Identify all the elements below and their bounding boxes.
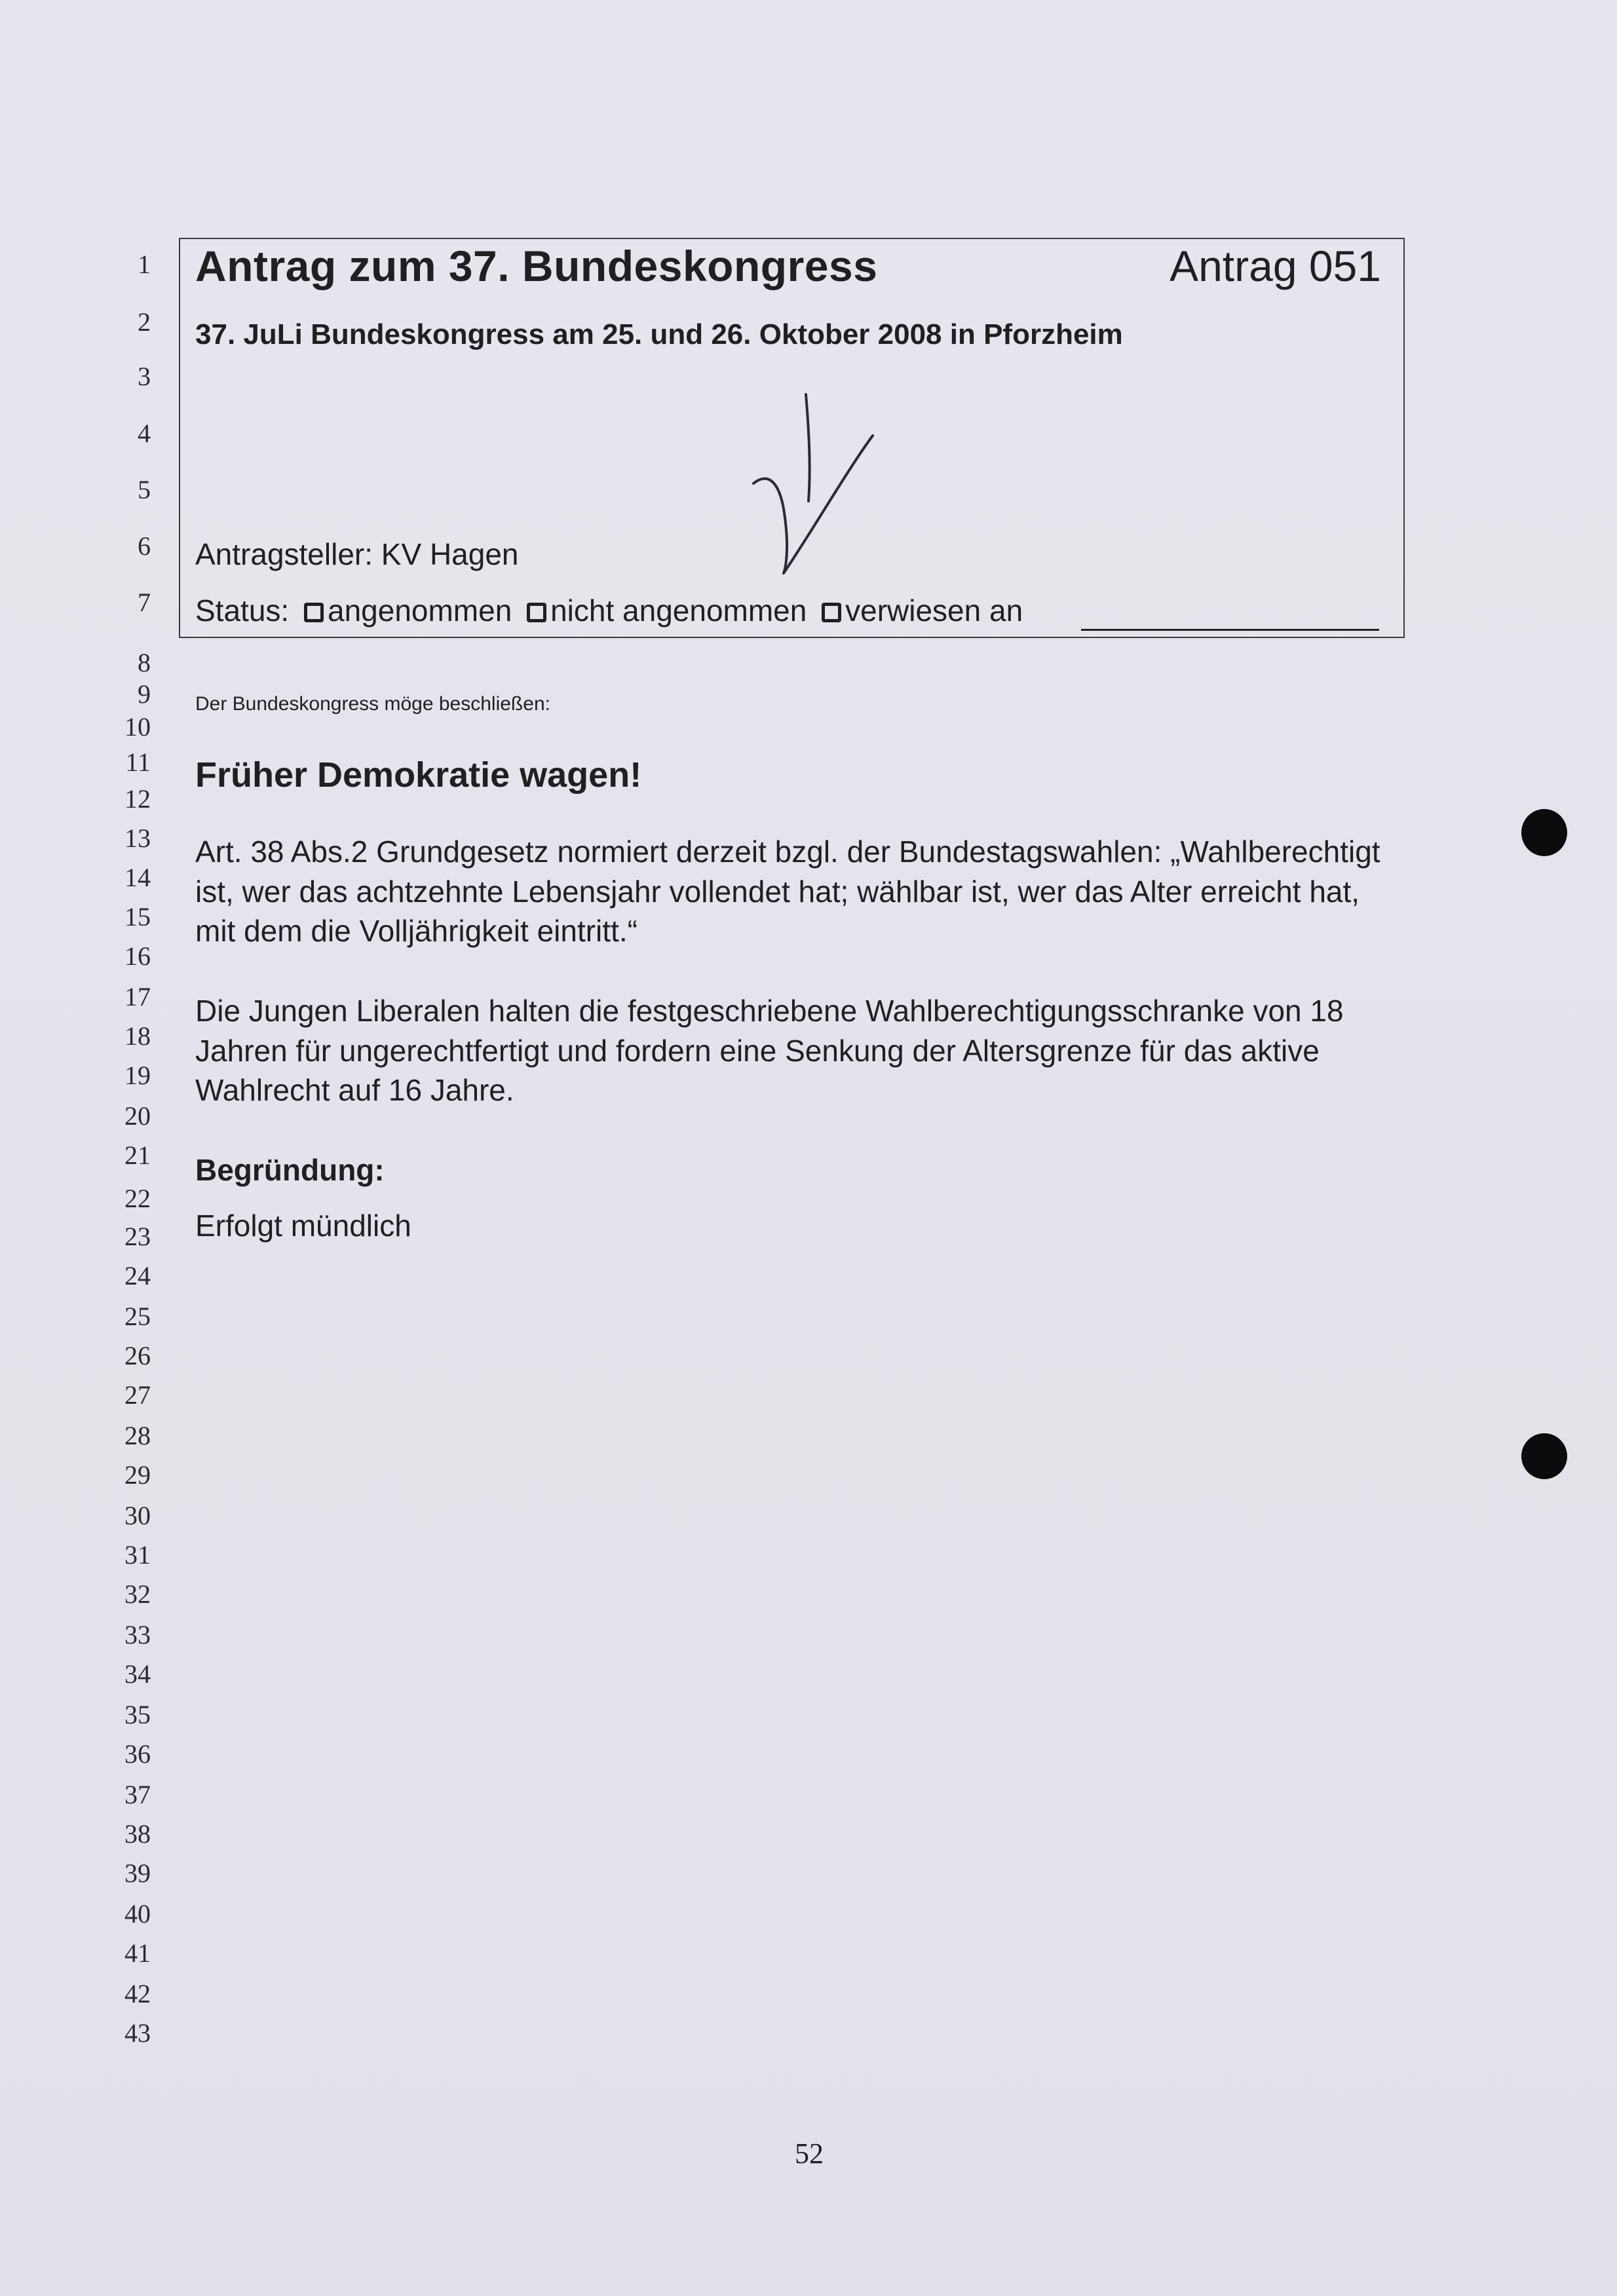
status-option-accepted: angenommen [327, 593, 512, 628]
line-number: 25 [124, 1302, 151, 1331]
page-number: 52 [795, 2137, 824, 2170]
line-number: 24 [124, 1261, 151, 1290]
motion-title: Früher Demokratie wagen! [195, 755, 642, 795]
line-number: 30 [124, 1501, 151, 1530]
checkbox-empty-icon[interactable] [304, 603, 324, 622]
line-number: 21 [124, 1140, 151, 1170]
line-number: 28 [124, 1421, 151, 1450]
line-number: 1 [138, 250, 151, 279]
status-label: Status: [195, 593, 290, 628]
reason-text: Erfolgt mündlich [195, 1209, 411, 1243]
line-number: 13 [124, 823, 151, 853]
status-row [195, 592, 1023, 629]
line-number: 22 [124, 1184, 151, 1213]
paragraph-demand: Die Jungen Liberalen halten die festgeschriebene Wahlberechtigungsschranke von 18 Jahren für ungerechtfertigt und fordern eine Senkung der Altersgrenze für das aktive Wahlrecht auf 16 Jahre. [195, 994, 1344, 1107]
line-number: 20 [124, 1101, 151, 1131]
line-number: 33 [124, 1620, 151, 1649]
line-number: 27 [124, 1380, 151, 1410]
line-number: 36 [124, 1739, 151, 1769]
line-number: 11 [125, 747, 151, 777]
reason-label: Begründung: [195, 1153, 385, 1187]
line-number: 43 [124, 2018, 151, 2048]
line-number: 31 [124, 1540, 151, 1570]
line-number: 17 [124, 982, 151, 1011]
line-number: 41 [124, 1938, 151, 1968]
line-number: 6 [138, 531, 151, 561]
line-number: 9 [138, 679, 151, 709]
line-number: 19 [124, 1061, 151, 1090]
line-number: 15 [124, 902, 151, 932]
checkbox-empty-icon[interactable] [527, 603, 546, 622]
line-number: 26 [124, 1341, 151, 1370]
line-number: 18 [124, 1021, 151, 1051]
referral-blank-line [1081, 629, 1379, 631]
line-number: 3 [138, 362, 151, 391]
line-number: 4 [138, 419, 151, 448]
page-title: Antrag zum 37. Bundeskongress [195, 242, 878, 290]
line-number: 5 [138, 475, 151, 504]
resolve-intro: Der Bundeskongress möge beschließen: [195, 693, 550, 715]
line-number: 2 [138, 307, 151, 337]
line-number: 8 [138, 648, 151, 677]
paragraph-article-38: Art. 38 Abs.2 Grundgesetz normiert derzeit bzgl. der Bundestagswahlen: „Wahlberechtigt ist, wer das achtzehnte Lebensjahr vollendet hat; wählbar ist, wer das Alter erreicht hat, mit dem die Volljährigkeit eintritt.“ [195, 835, 1380, 948]
checkmark-icon [740, 386, 891, 583]
line-number: 34 [124, 1659, 151, 1689]
congress-subtitle: 37. JuLi Bundeskongress am 25. und 26. Oktober 2008 in Pforzheim [195, 318, 1123, 350]
line-number: 42 [124, 1979, 151, 2008]
line-number: 39 [124, 1858, 151, 1888]
line-number: 40 [124, 1899, 151, 1929]
motion-number: Antrag 051 [1170, 242, 1381, 290]
status-option-rejected: nicht angenommen [550, 593, 807, 628]
line-number: 14 [124, 863, 151, 892]
line-number: 37 [124, 1780, 151, 1809]
punch-hole [1521, 809, 1567, 856]
line-number: 7 [138, 588, 151, 617]
line-number: 38 [124, 1819, 151, 1849]
status-option-referred: verwiesen an [845, 593, 1023, 628]
line-number: 32 [124, 1579, 151, 1609]
checkbox-empty-icon[interactable] [822, 603, 841, 622]
line-number: 10 [124, 712, 151, 742]
punch-hole [1521, 1433, 1567, 1479]
line-number: 16 [124, 941, 151, 971]
line-number: 29 [124, 1460, 151, 1490]
line-number: 12 [124, 784, 151, 814]
applicant: Antragsteller: KV Hagen [195, 537, 519, 571]
line-number: 35 [124, 1700, 151, 1729]
line-number: 23 [124, 1222, 151, 1251]
